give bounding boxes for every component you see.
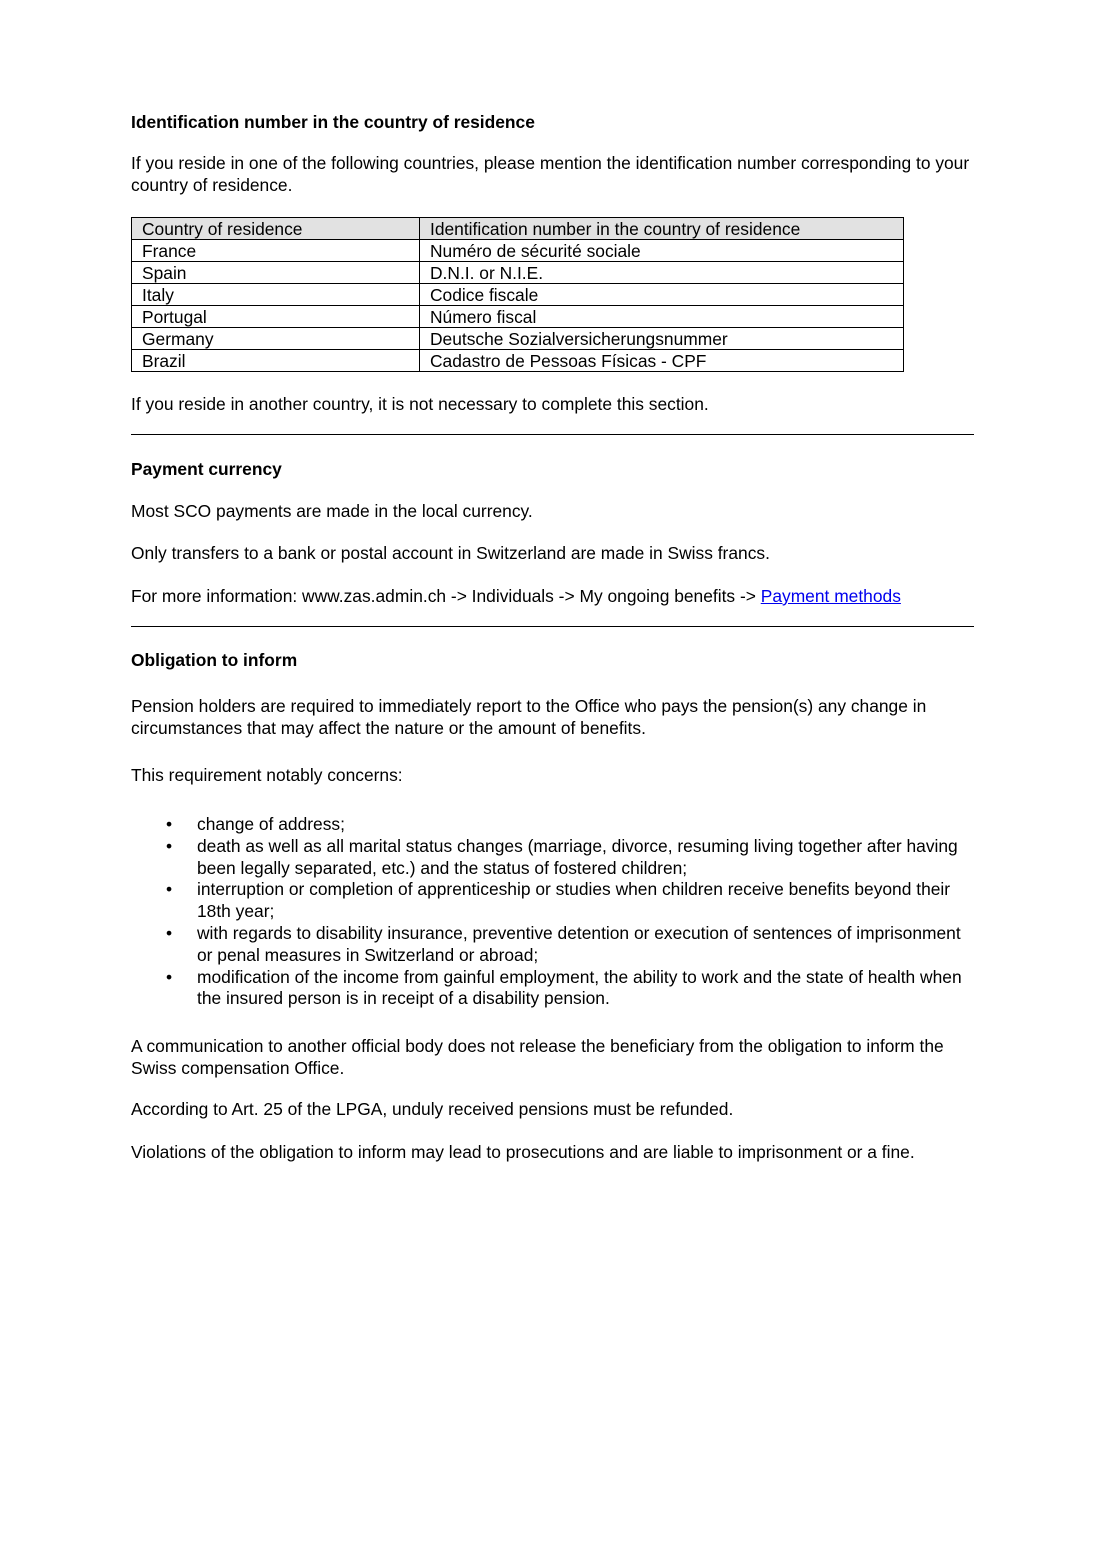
table-row (132, 306, 904, 328)
table-header-row (132, 218, 904, 240)
table-cell-country: France (132, 240, 420, 262)
list-item-text: change of address; (197, 814, 345, 834)
table-cell-country: Germany (132, 328, 420, 350)
section-heading-obligation: Obligation to inform (131, 650, 298, 670)
currency-more-info (131, 586, 901, 608)
identification-intro: If you reside in one of the following countries, please mention the identification number corresponding to your country of residence. (131, 153, 970, 195)
table-cell-country: Italy (132, 284, 420, 306)
list-item-text: interruption or completion of apprenticeship or studies when children receive benefits beyond their 18th year; (197, 879, 951, 922)
list-item (131, 923, 976, 967)
table-header-id-number: Identification number in the country of residence (420, 218, 904, 240)
table-cell-country: Spain (132, 262, 420, 284)
table-row (132, 262, 904, 284)
bullet-icon: • (166, 835, 173, 856)
currency-paragraph-swiss-francs: Only transfers to a bank or postal account in Switzerland are made in Swiss francs. (131, 543, 770, 563)
list-item (131, 836, 976, 880)
table-row (132, 350, 904, 372)
list-item (131, 879, 976, 923)
bullet-icon: • (166, 814, 173, 834)
table-cell-id-number: Numéro de sécurité sociale (420, 240, 904, 262)
table-cell-id-number: Cadastro de Pessoas Físicas - CPF (420, 350, 904, 372)
table-row (132, 240, 904, 262)
table-row (132, 284, 904, 306)
list-item (131, 967, 976, 1011)
list-item (131, 814, 976, 836)
payment-methods-link[interactable]: Payment methods (760, 586, 901, 606)
table-cell-id-number: Deutsche Sozialversicherungsnummer (420, 328, 904, 350)
bullet-icon: • (166, 879, 173, 900)
identification-outro: If you reside in another country, it is not necessary to complete this section. (131, 394, 709, 414)
table-cell-country: Brazil (132, 350, 420, 372)
obligation-paragraph-violations: Violations of the obligation to inform may lead to prosecutions and are liable to imprisonment or a fine. (131, 1142, 915, 1162)
table-cell-id-number: Número fiscal (420, 306, 904, 328)
table-cell-id-number: Codice fiscale (420, 284, 904, 306)
obligation-paragraph-concerns: This requirement notably concerns: (131, 765, 403, 785)
list-item-text: with regards to disability insurance, preventive detention or execution of sentences of imprisonment or penal measures in Switzerland or abroad; (197, 922, 961, 965)
section-divider (131, 434, 974, 435)
bullet-icon: • (166, 922, 173, 943)
obligation-paragraph-refund: According to Art. 25 of the LPGA, unduly received pensions must be refunded. (131, 1099, 734, 1119)
bullet-icon: • (166, 966, 173, 987)
list-item-text: modification of the income from gainful employment, the ability to work and the state of health when the insured person is in receipt of a disability pension. (197, 966, 962, 1009)
section-divider (131, 626, 974, 627)
section-heading-payment-currency: Payment currency (131, 459, 282, 479)
obligation-paragraph-communication: A communication to another official body does not release the beneficiary from the obligation to inform the Swiss compensation Office. (131, 1036, 944, 1078)
list-item-text: death as well as all marital status changes (marriage, divorce, resuming living together after having been legally separated, etc.) and the status of fostered children; (197, 835, 958, 878)
table-row (132, 328, 904, 350)
obligation-bullet-list (131, 814, 976, 1010)
table-cell-country: Portugal (132, 306, 420, 328)
table-cell-id-number: D.N.I. or N.I.E. (420, 262, 904, 284)
identification-table (131, 217, 904, 372)
currency-paragraph-local: Most SCO payments are made in the local currency. (131, 501, 533, 521)
section-heading-identification: Identification number in the country of residence (131, 112, 535, 132)
more-info-text: For more information: www.zas.admin.ch -> Individuals -> My ongoing benefits -> (131, 586, 761, 606)
obligation-paragraph-report: Pension holders are required to immediately report to the Office who pays the pension(s) any change in circumstances that may affect the nature or the amount of benefits. (131, 696, 927, 738)
table-header-country: Country of residence (132, 218, 420, 240)
